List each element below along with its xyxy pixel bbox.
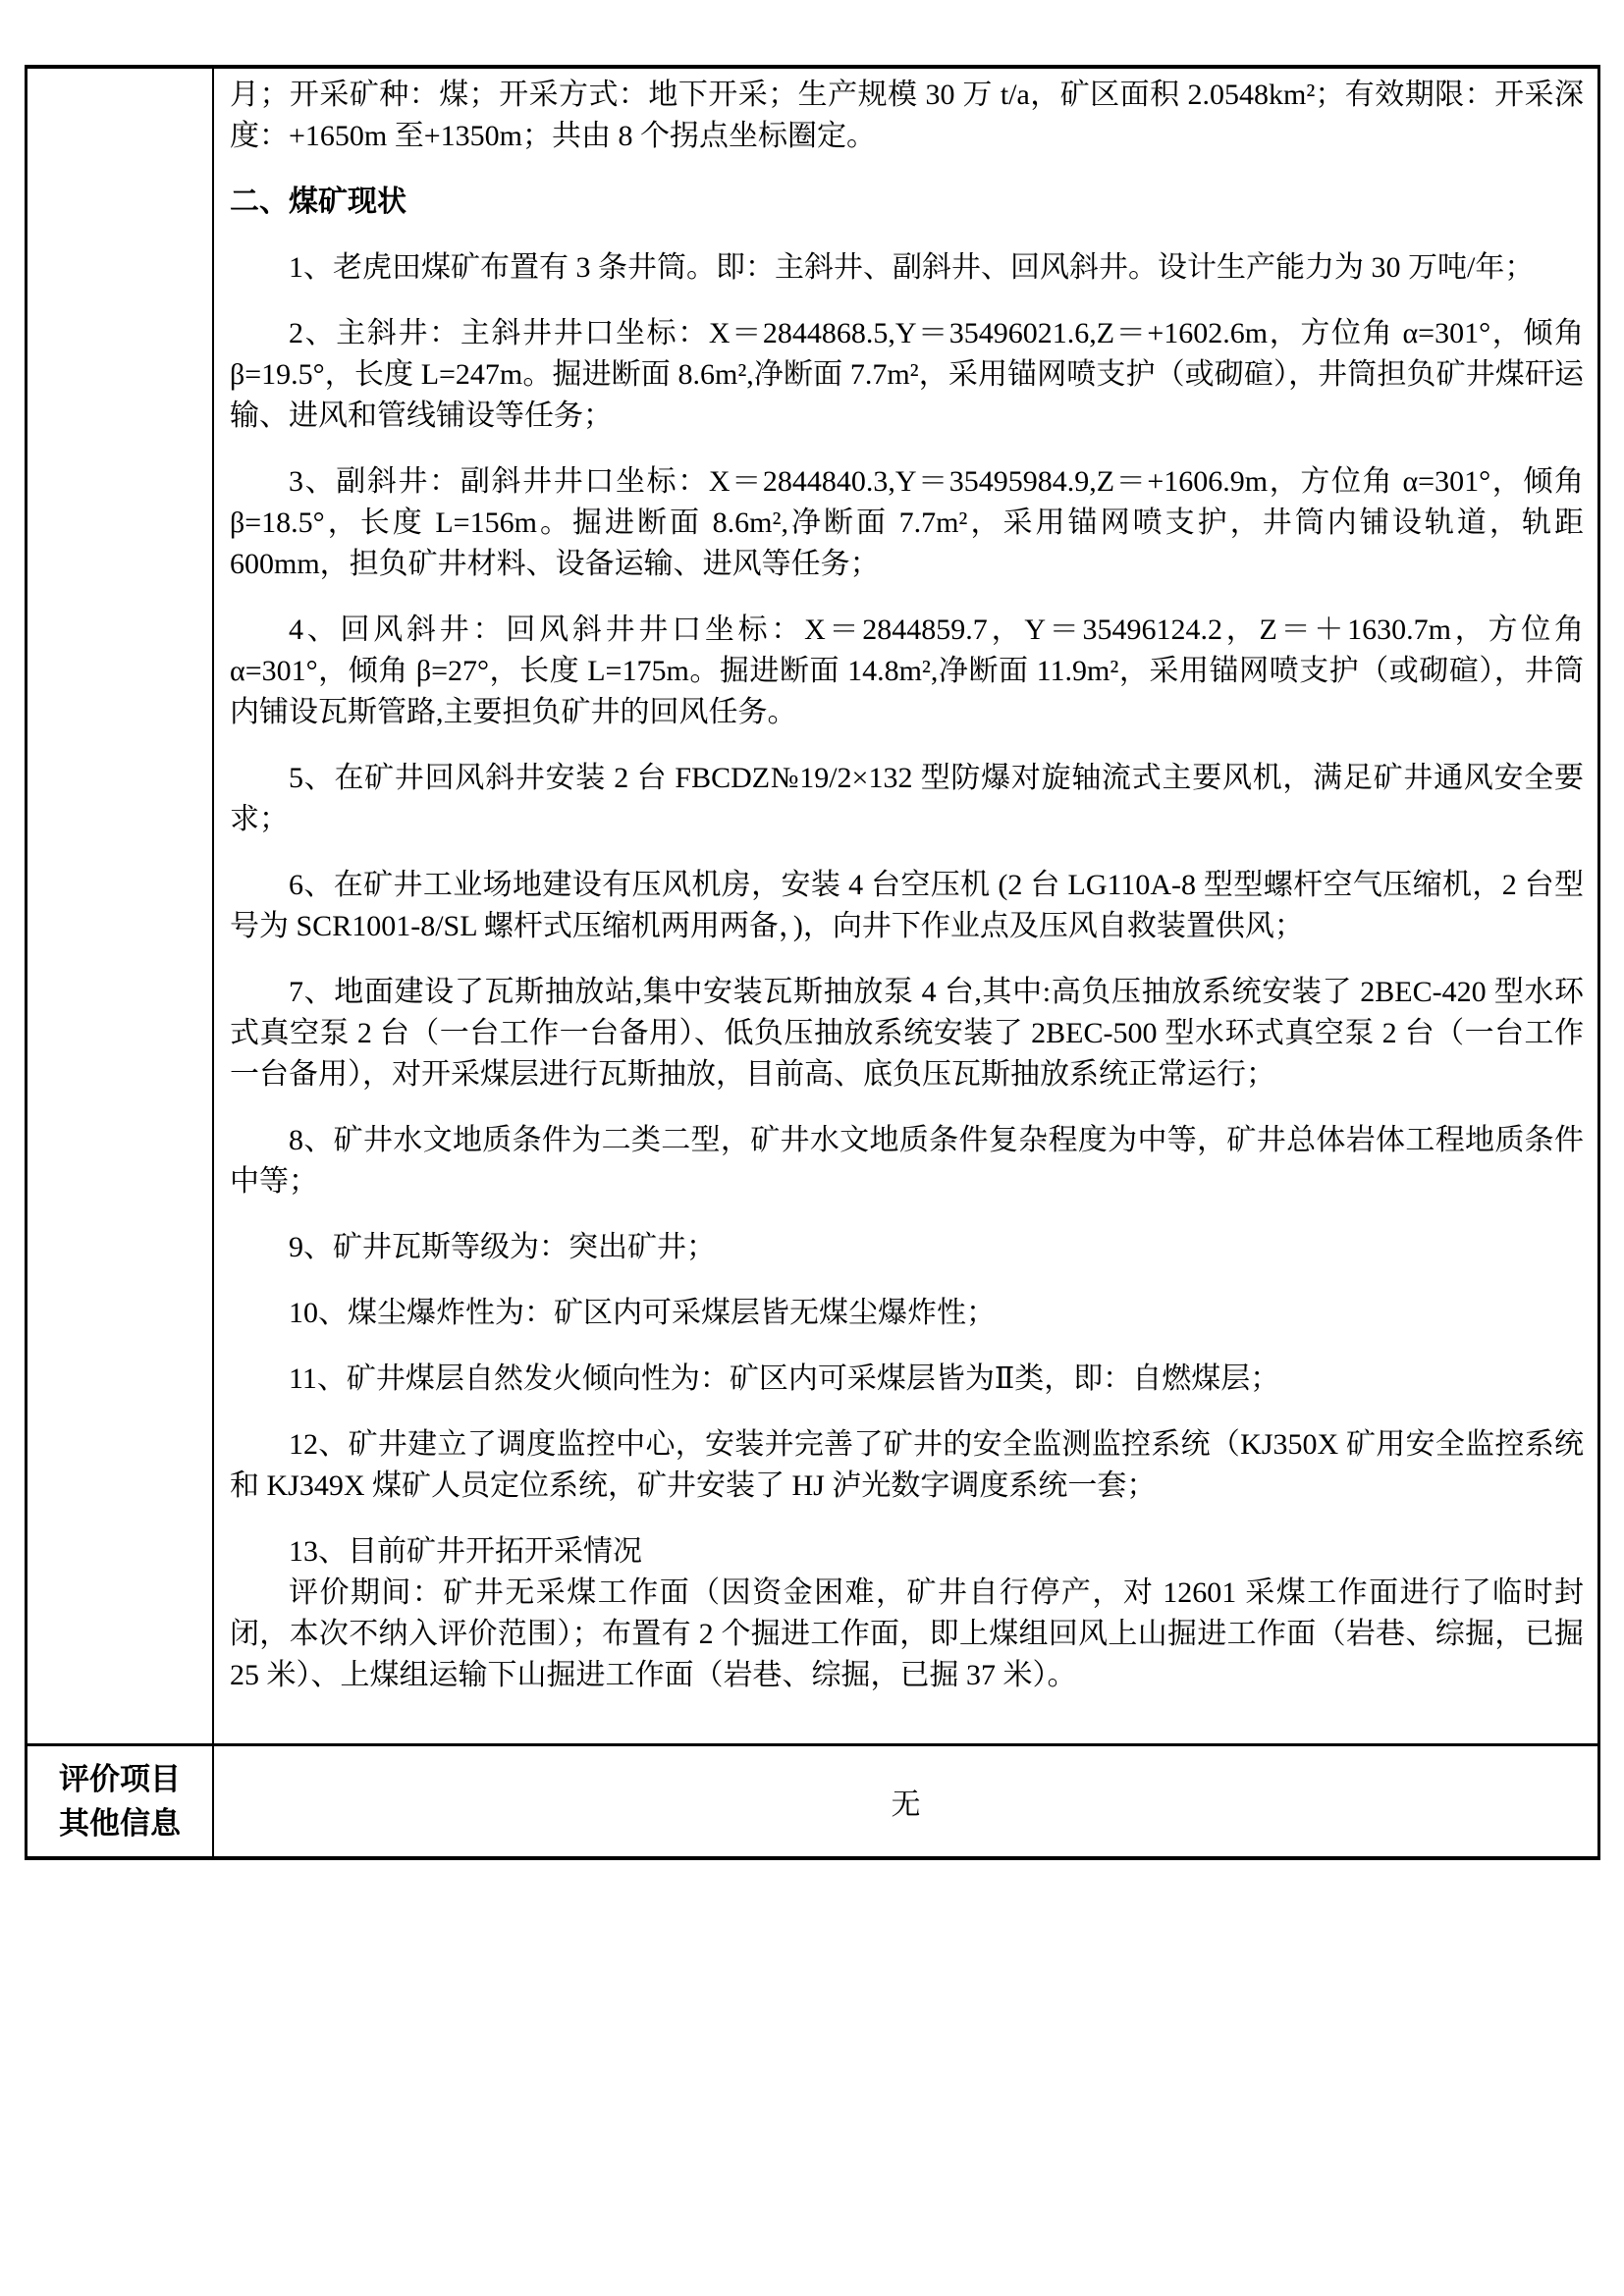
paragraph-9: 9、矿井瓦斯等级为：突出矿井； [289, 1231, 716, 1263]
footer-value-cell [214, 1746, 1597, 1856]
paragraph-13: 13、目前矿井开拓开采情况 [289, 1535, 642, 1568]
footer-value-text: 无 [891, 1789, 921, 1821]
paragraph-5: 5、在矿井回风斜井安装 2 台 FBCDZ№19/2×132 型防爆对旋轴流式主要风机，满足矿井通风安全要求； [230, 762, 1584, 835]
paragraph-12: 12、矿井建立了调度监控中心，安装并完善了矿井的安全监测监控系统（KJ350X 矿用安全监控系统和 KJ349X 煤矿人员定位系统，矿井安装了 HJ 泸光数字调度系统一套； [230, 1428, 1584, 1502]
paragraph-2: 2、主斜井：主斜井井口坐标：X＝2844868.5,Y＝35496021.6,Z＝+1602.6m，方位角 α=301°，倾角 β=19.5°，长度 L=247m。掘进断面 8.6m²,净断面 7.7m²，采用锚网喷支护（或砌碹），井筒担负矿井煤矸运输、进风和管线铺设等任务； [230, 317, 1584, 432]
paragraph-8: 8、矿井水文地质条件为二类二型，矿井水文地质条件复杂程度为中等，矿井总体岩体工程地质条件中等； [230, 1124, 1584, 1198]
paragraph-7: 7、地面建设了瓦斯抽放站,集中安装瓦斯抽放泵 4 台,其中:高负压抽放系统安装了 2BEC-420 型水环式真空泵 2 台（一台工作一台备用）、低负压抽放系统安装了 2BEC-500 型水环式真空泵 2 台（一台工作一台备用），对开采煤层进行瓦斯抽放，目前高、底负压瓦斯抽放系统正常运行； [230, 976, 1584, 1091]
table-row-main [27, 69, 1597, 1743]
paragraph-11: 11、矿井煤层自然发火倾向性为：矿区内可采煤层皆为Ⅱ类，即：自燃煤层； [289, 1362, 1280, 1395]
footer-label-line1: 评价项目 [59, 1762, 181, 1796]
footer-label-cell [27, 1746, 214, 1856]
paragraph-3: 3、副斜井：副斜井井口坐标：X＝2844840.3,Y＝35495984.9,Z＝+1606.9m，方位角 α=301°，倾角 β=18.5°，长度 L=156m。掘进断面 8.6m²,净断面 7.7m²，采用锚网喷支护，井筒内铺设轨道，轨距 600mm，担负矿井材料、设备运输、进风等任务； [230, 465, 1584, 580]
section-heading: 二、煤矿现状 [230, 186, 406, 218]
paragraph-1: 1、老虎田煤矿布置有 3 条井筒。即：主斜井、副斜井、回风斜井。设计生产能力为 30 万吨/年； [289, 251, 1535, 284]
main-row-header-cell-empty [27, 69, 214, 1743]
intro-paragraph: 月；开采矿种：煤；开采方式：地下开采；生产规模 30 万 t/a，矿区面积 2.0548km²；有效期限：开采深度：+1650m 至+1350m；共由 8 个拐点坐标圈定。 [230, 79, 1584, 152]
footer-label-line2: 其他信息 [59, 1806, 181, 1841]
main-row-content-cell [214, 69, 1597, 1743]
paragraph-4: 4、回风斜井：回风斜井井口坐标：X＝2844859.7，Y＝35496124.2，Z＝＋1630.7m，方位角 α=301°，倾角 β=27°，长度 L=175m。掘进断面 14.8m²,净断面 11.9m²，采用锚网喷支护（或砌碹），井筒内铺设瓦斯管路,主要担负矿井的回风任务。 [230, 614, 1584, 728]
table-row-footer [27, 1743, 1597, 1856]
document-table [25, 65, 1600, 1860]
paragraph-6: 6、在矿井工业场地建设有压风机房，安装 4 台空压机 (2 台 LG110A-8 型型螺杆空气压缩机，2 台型号为 SCR1001-8/SL 螺杆式压缩机两用两备，)，向井下作业点及压风自救装置供风； [230, 869, 1584, 942]
paragraph-13-evaluation: 评价期间：矿井无采煤工作面（因资金困难，矿井自行停产，对 12601 采煤工作面进行了临时封闭，本次不纳入评价范围）；布置有 2 个掘进工作面，即上煤组回风上山掘进工作面（岩巷、综掘，已掘 25 米）、上煤组运输下山掘进工作面（岩巷、综掘，已掘 37 米）。 [230, 1576, 1584, 1691]
paragraph-10: 10、煤尘爆炸性为：矿区内可采煤层皆无煤尘爆炸性； [289, 1297, 996, 1329]
